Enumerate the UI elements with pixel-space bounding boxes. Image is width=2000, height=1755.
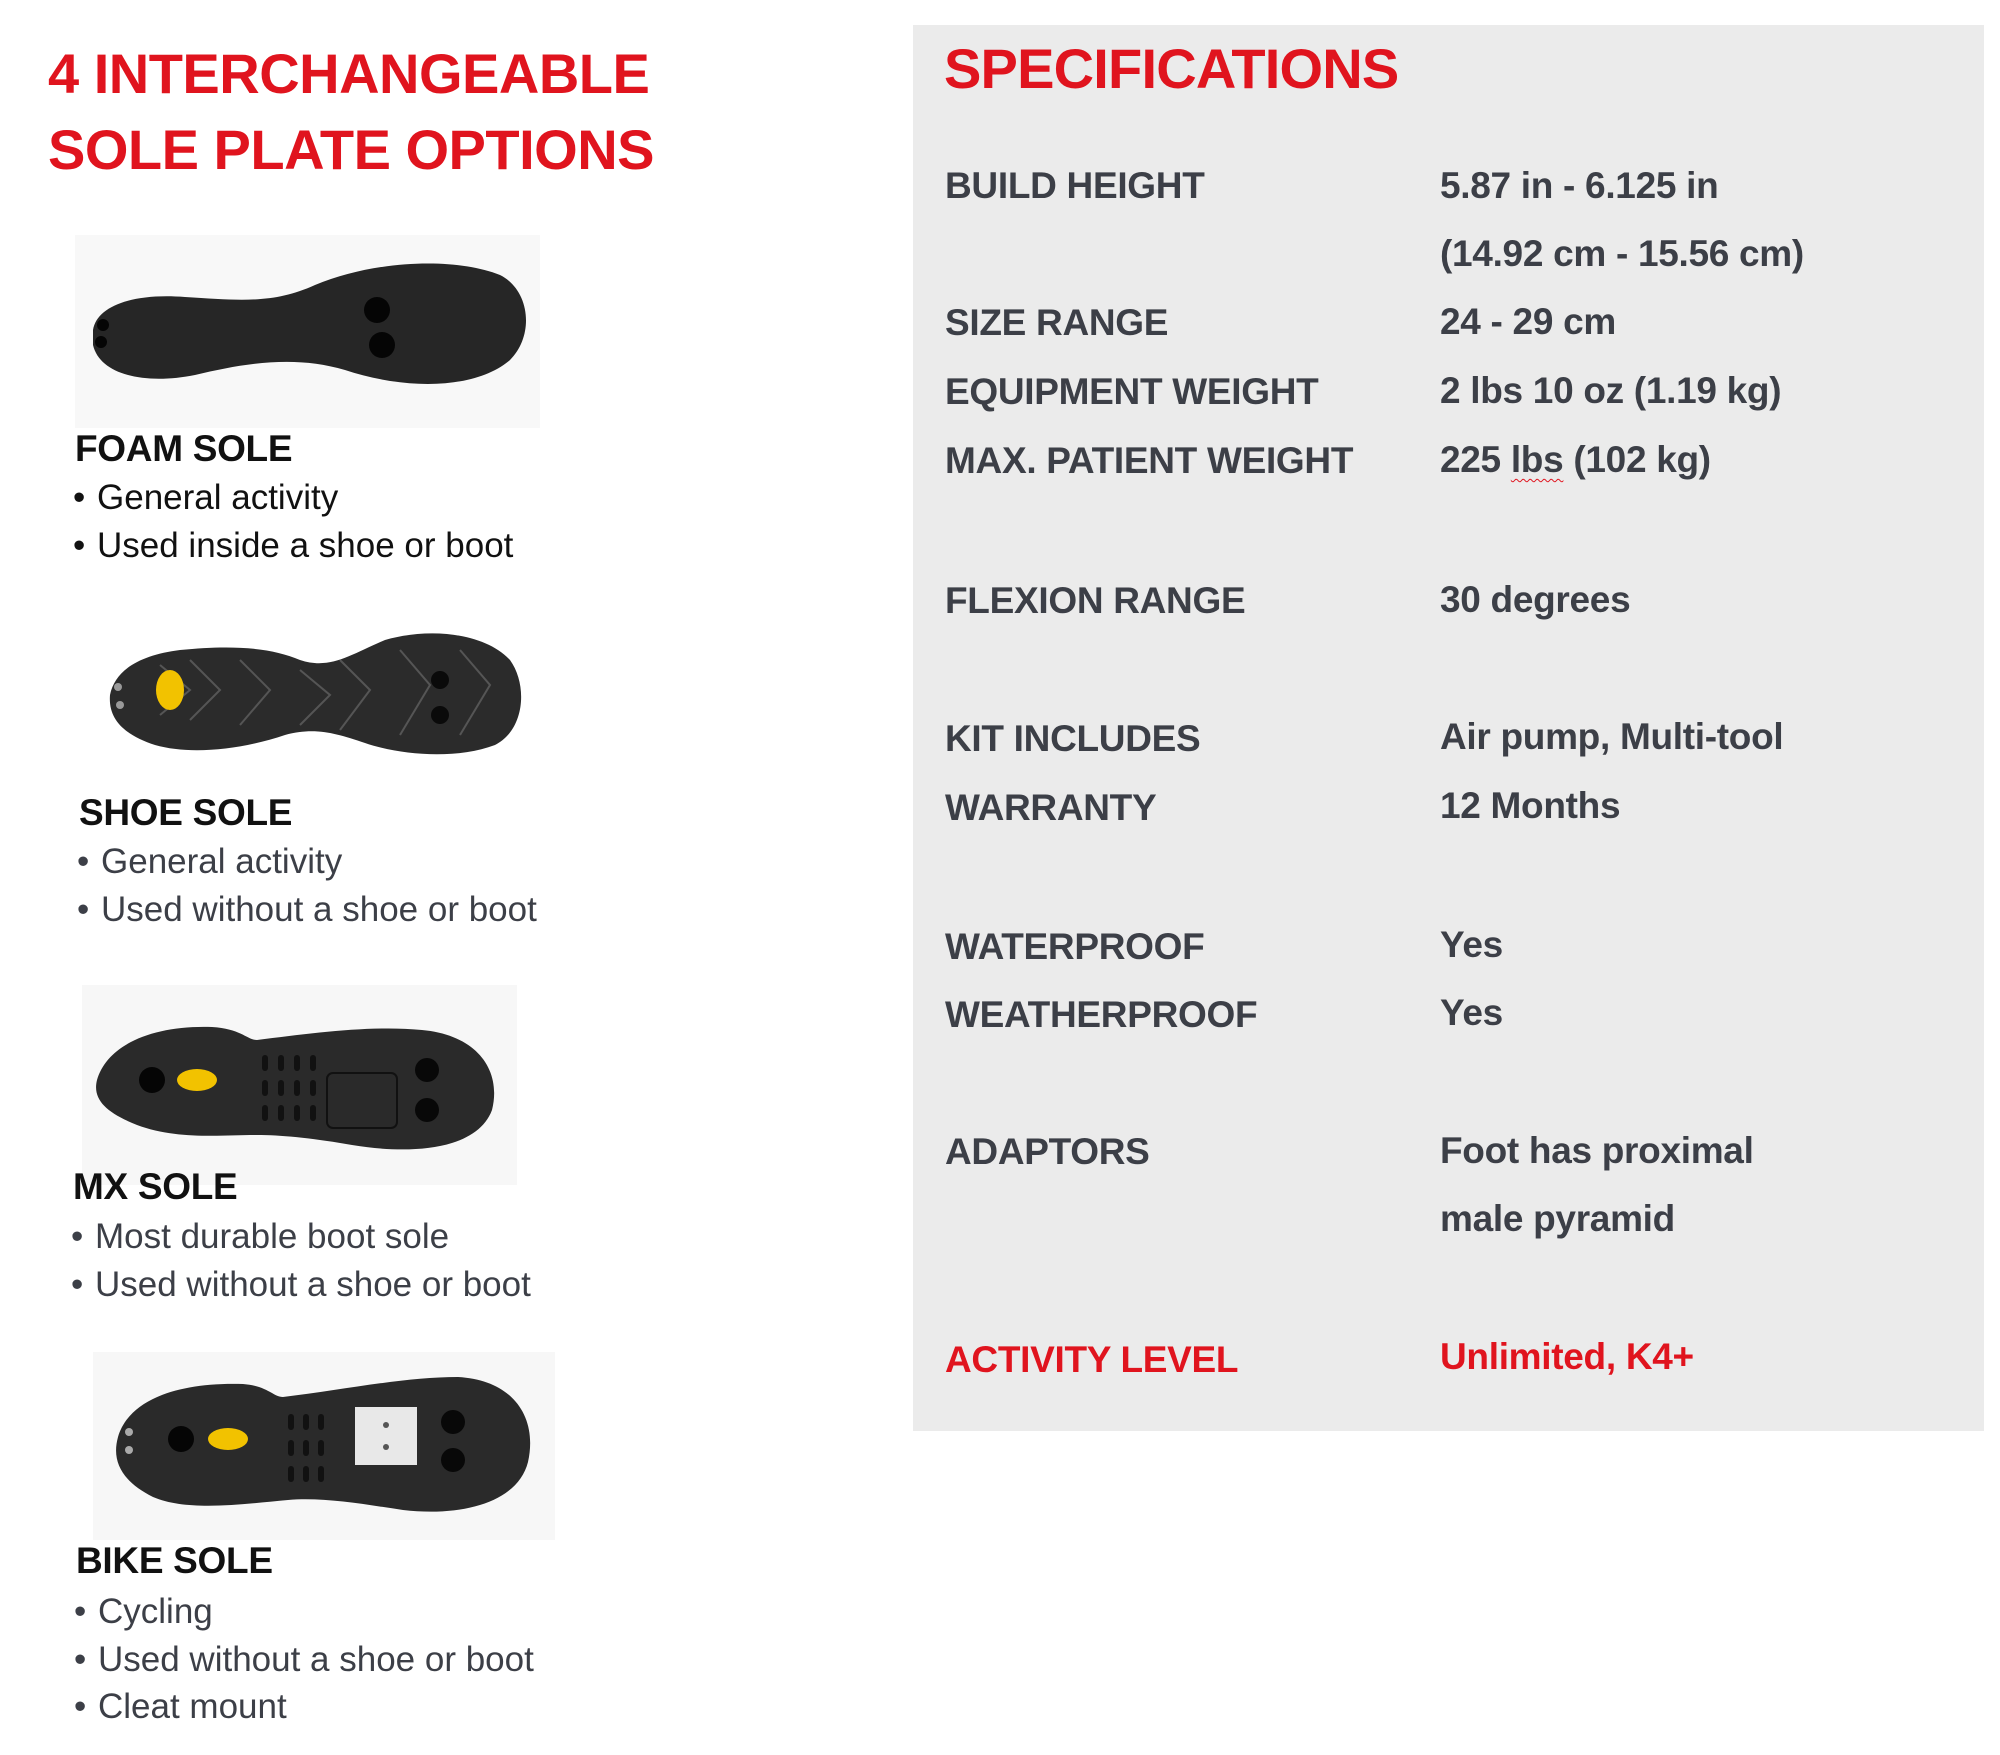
spec-value-equipment-weight: 2 lbs 10 oz (1.19 kg) xyxy=(1440,370,1782,411)
spec-label-flexion-range: FLEXION RANGE xyxy=(945,580,1246,621)
spec-label-size-range: SIZE RANGE xyxy=(945,302,1169,343)
spec-label-weatherproof: WEATHERPROOF xyxy=(945,994,1258,1035)
bike-sole-bullets xyxy=(74,1588,534,1731)
shoe-sole-icon xyxy=(100,615,530,775)
bullet-item: • Cycling xyxy=(74,1592,213,1631)
spec-value-max-patient-weight: 225 lbs (102 kg) xyxy=(1440,439,1711,480)
bullet-item: • Most durable boot sole xyxy=(71,1217,450,1256)
spec-value-warranty: 12 Months xyxy=(1440,785,1621,826)
bike-sole-icon xyxy=(93,1352,555,1540)
spec-label-kit-includes: KIT INCLUDES xyxy=(945,718,1201,759)
bullet-item: • General activity xyxy=(73,478,339,517)
spec-value-build-height: 5.87 in - 6.125 in (14.92 cm - 15.56 cm) xyxy=(1440,165,1804,274)
spec-label-warranty: WARRANTY xyxy=(945,787,1157,828)
foam-sole-bullets xyxy=(73,474,513,569)
bullet-item: • Used without a shoe or boot xyxy=(74,1639,534,1679)
foam-sole-icon xyxy=(75,235,540,428)
mx-sole-bullets xyxy=(71,1213,531,1308)
shoe-sole-image xyxy=(100,615,530,775)
bullet-item: • Cleat mount xyxy=(74,1687,287,1726)
spec-value-adaptors: Foot has proximal male pyramid xyxy=(1440,1130,1754,1239)
spec-value-waterproof: Yes xyxy=(1440,924,1503,965)
bullet-item: • Used without a shoe or boot xyxy=(71,1264,531,1304)
foam-sole-name: FOAM SOLE xyxy=(75,428,293,469)
mx-sole-image xyxy=(82,985,517,1185)
specifications-title: SPECIFICATIONS xyxy=(944,37,1399,100)
spec-value-flexion-range: 30 degrees xyxy=(1440,579,1631,620)
bike-sole-name: BIKE SOLE xyxy=(76,1540,273,1581)
spec-label-max-patient-weight: MAX. PATIENT WEIGHT xyxy=(945,440,1354,481)
spec-value-size-range: 24 - 29 cm xyxy=(1440,301,1616,342)
title-line-1: 4 INTERCHANGEABLE xyxy=(48,42,650,105)
title-line-2: SOLE PLATE OPTIONS xyxy=(48,118,655,181)
foam-sole-image xyxy=(75,235,540,428)
bullet-item: • Used without a shoe or boot xyxy=(77,889,537,929)
spec-label-equipment-weight: EQUIPMENT WEIGHT xyxy=(945,371,1319,412)
shoe-sole-name: SHOE SOLE xyxy=(79,792,293,833)
spec-label-waterproof: WATERPROOF xyxy=(945,926,1205,967)
spec-value-weatherproof: Yes xyxy=(1440,992,1503,1033)
spec-label-build-height: BUILD HEIGHT xyxy=(945,165,1205,206)
spec-value-activity-level: Unlimited, K4+ xyxy=(1440,1336,1694,1377)
mx-sole-icon xyxy=(82,985,517,1185)
bullet-item: • General activity xyxy=(77,842,343,881)
bullet-item: • Used inside a shoe or boot xyxy=(73,525,514,565)
spec-label-adaptors: ADAPTORS xyxy=(945,1131,1150,1172)
shoe-sole-bullets xyxy=(77,838,537,933)
spec-label-activity-level: ACTIVITY LEVEL xyxy=(945,1339,1239,1380)
spellcheck-flagged-word: lbs xyxy=(1510,439,1564,480)
mx-sole-name: MX SOLE xyxy=(73,1166,238,1207)
spec-value-kit-includes: Air pump, Multi-tool xyxy=(1440,716,1784,757)
sole-options-title xyxy=(48,36,654,188)
bike-sole-image xyxy=(93,1352,555,1540)
